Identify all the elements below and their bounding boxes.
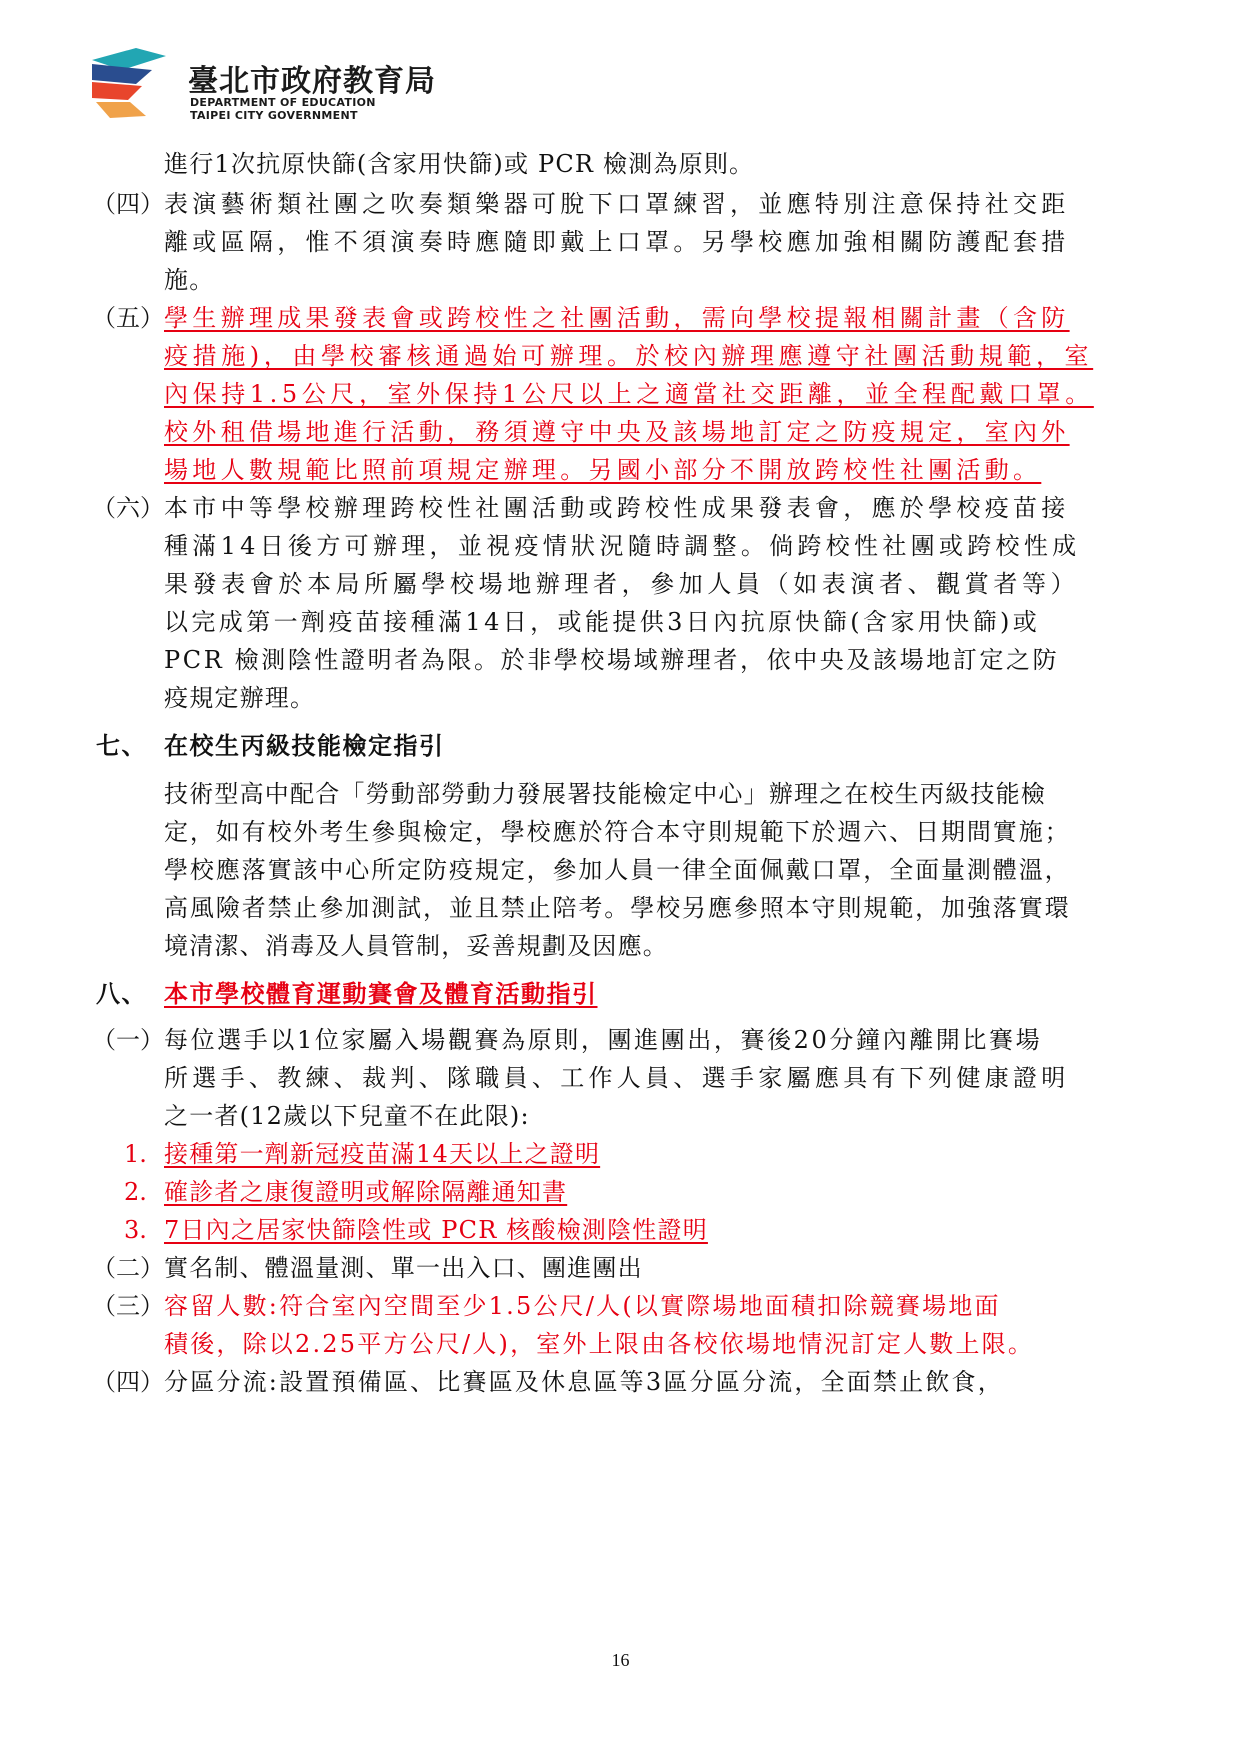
section-number: 八、 bbox=[96, 980, 147, 1008]
text-line: 實名制、體溫量測、單一出入口、團進團出 bbox=[164, 1254, 643, 1282]
text-line: 果發表會於本局所屬學校場地辦理者，參加人員（如表演者、觀賞者等） bbox=[164, 570, 1080, 598]
highlighted-list-item: 7日內之居家快篩陰性或 PCR 核酸檢測陰性證明 bbox=[164, 1216, 708, 1244]
highlighted-list-item: 確診者之康復證明或解除隔離通知書 bbox=[164, 1178, 568, 1206]
highlighted-text-line: 積後，除以2.25平方公尺/人)，室外上限由各校依場地情況訂定人數上限。 bbox=[164, 1330, 1035, 1358]
text-line: 之一者(12歲以下兒童不在此限): bbox=[164, 1102, 530, 1130]
item-number: （六） bbox=[92, 494, 164, 522]
item-number: （四） bbox=[92, 190, 164, 218]
text-line: 技術型高中配合「勞動部勞動力發展署技能檢定中心」辦理之在校生丙級技能檢 bbox=[164, 780, 1046, 808]
text-line: 進行1次抗原快篩(含家用快篩)或 PCR 檢測為原則。 bbox=[164, 150, 755, 178]
text-line: 高風險者禁止參加測試，並且禁止陪考。學校另應參照本守則規範，加強落實環 bbox=[164, 894, 1071, 922]
highlighted-text-line: 場地人數規範比照前項規定辦理。另國小部分不開放跨校性社團活動。 bbox=[164, 456, 1042, 484]
text-line: 定，如有校外考生參與檢定，學校應於符合本守則規範下於週六、日期間實施； bbox=[164, 818, 1071, 846]
text-line: 本市中等學校辦理跨校性社團活動或跨校性成果發表會，應於學校疫苗接 bbox=[164, 494, 1070, 522]
text-line: 所選手、教練、裁判、隊職員、工作人員、選手家屬應具有下列健康證明 bbox=[164, 1064, 1070, 1092]
education-bureau-emblem-icon bbox=[92, 48, 182, 120]
item-number: （二） bbox=[92, 1254, 164, 1282]
text-line: 學校應落實該中心所定防疫規定，參加人員一律全面佩戴口罩，全面量測體溫， bbox=[164, 856, 1071, 884]
page-number: 16 bbox=[611, 1650, 630, 1670]
highlighted-list-item: 接種第一劑新冠疫苗滿14天以上之證明 bbox=[164, 1140, 601, 1168]
item-number: （五） bbox=[92, 304, 164, 332]
text-line: 分區分流:設置預備區、比賽區及休息區等3區分區分流，全面禁止飲食， bbox=[164, 1368, 1004, 1396]
org-logo bbox=[92, 48, 512, 128]
item-number: （一） bbox=[92, 1026, 164, 1054]
org-name-english-2: TAIPEI CITY GOVERNMENT bbox=[190, 109, 358, 122]
text-line: 每位選手以1位家屬入場觀賽為原則，團進團出，賽後20分鐘內離開比賽場 bbox=[164, 1026, 1043, 1054]
item-number: （三） bbox=[92, 1292, 164, 1320]
highlighted-text-line: 容留人數:符合室內空間至少1.5公尺/人(以實際場地面積扣除競賽場地面 bbox=[164, 1292, 1001, 1320]
org-name-chinese: 臺北市政府教育局 bbox=[188, 64, 436, 99]
section-heading: 在校生丙級技能檢定指引 bbox=[164, 732, 445, 760]
text-line: 境清潔、消毒及人員管制，妥善規劃及因應。 bbox=[164, 932, 668, 960]
text-line: 種滿14日後方可辦理，並視疫情狀況隨時調整。倘跨校性社團或跨校性成 bbox=[164, 532, 1081, 560]
text-line: 以完成第一劑疫苗接種滿14日，或能提供3日內抗原快篩(含家用快篩)或 bbox=[164, 608, 1041, 636]
text-line: 表演藝術類社團之吹奏類樂器可脫下口罩練習，並應特別注意保持社交距 bbox=[164, 190, 1070, 218]
list-number: 1. bbox=[124, 1140, 147, 1168]
highlighted-text-line: 內保持1.5公尺，室外保持1公尺以上之適當社交距離，並全程配戴口罩。 bbox=[164, 380, 1094, 408]
text-line: PCR 檢測陰性證明者為限。於非學校場域辦理者，依中央及該場地訂定之防 bbox=[164, 646, 1060, 674]
section-number: 七、 bbox=[96, 732, 147, 760]
text-line: 施。 bbox=[164, 266, 215, 294]
highlighted-text-line: 學生辦理成果發表會或跨校性之社團活動，需向學校提報相關計畫（含防 bbox=[164, 304, 1070, 332]
highlighted-text-line: 疫措施)，由學校審核通過始可辦理。於校內辦理應遵守社團活動規範，室 bbox=[164, 342, 1094, 370]
list-number: 3. bbox=[124, 1216, 147, 1244]
item-number: （四） bbox=[92, 1368, 164, 1396]
text-line: 離或區隔，惟不須演奏時應隨即戴上口罩。另學校應加強相關防護配套措 bbox=[164, 228, 1070, 256]
highlighted-text-line: 校外租借場地進行活動，務須遵守中央及該場地訂定之防疫規定，室內外 bbox=[164, 418, 1070, 446]
section-heading: 本市學校體育運動賽會及體育活動指引 bbox=[164, 980, 598, 1008]
text-line: 疫規定辦理。 bbox=[164, 684, 316, 712]
list-number: 2. bbox=[124, 1178, 147, 1206]
org-name-english-1: DEPARTMENT OF EDUCATION bbox=[190, 96, 376, 109]
